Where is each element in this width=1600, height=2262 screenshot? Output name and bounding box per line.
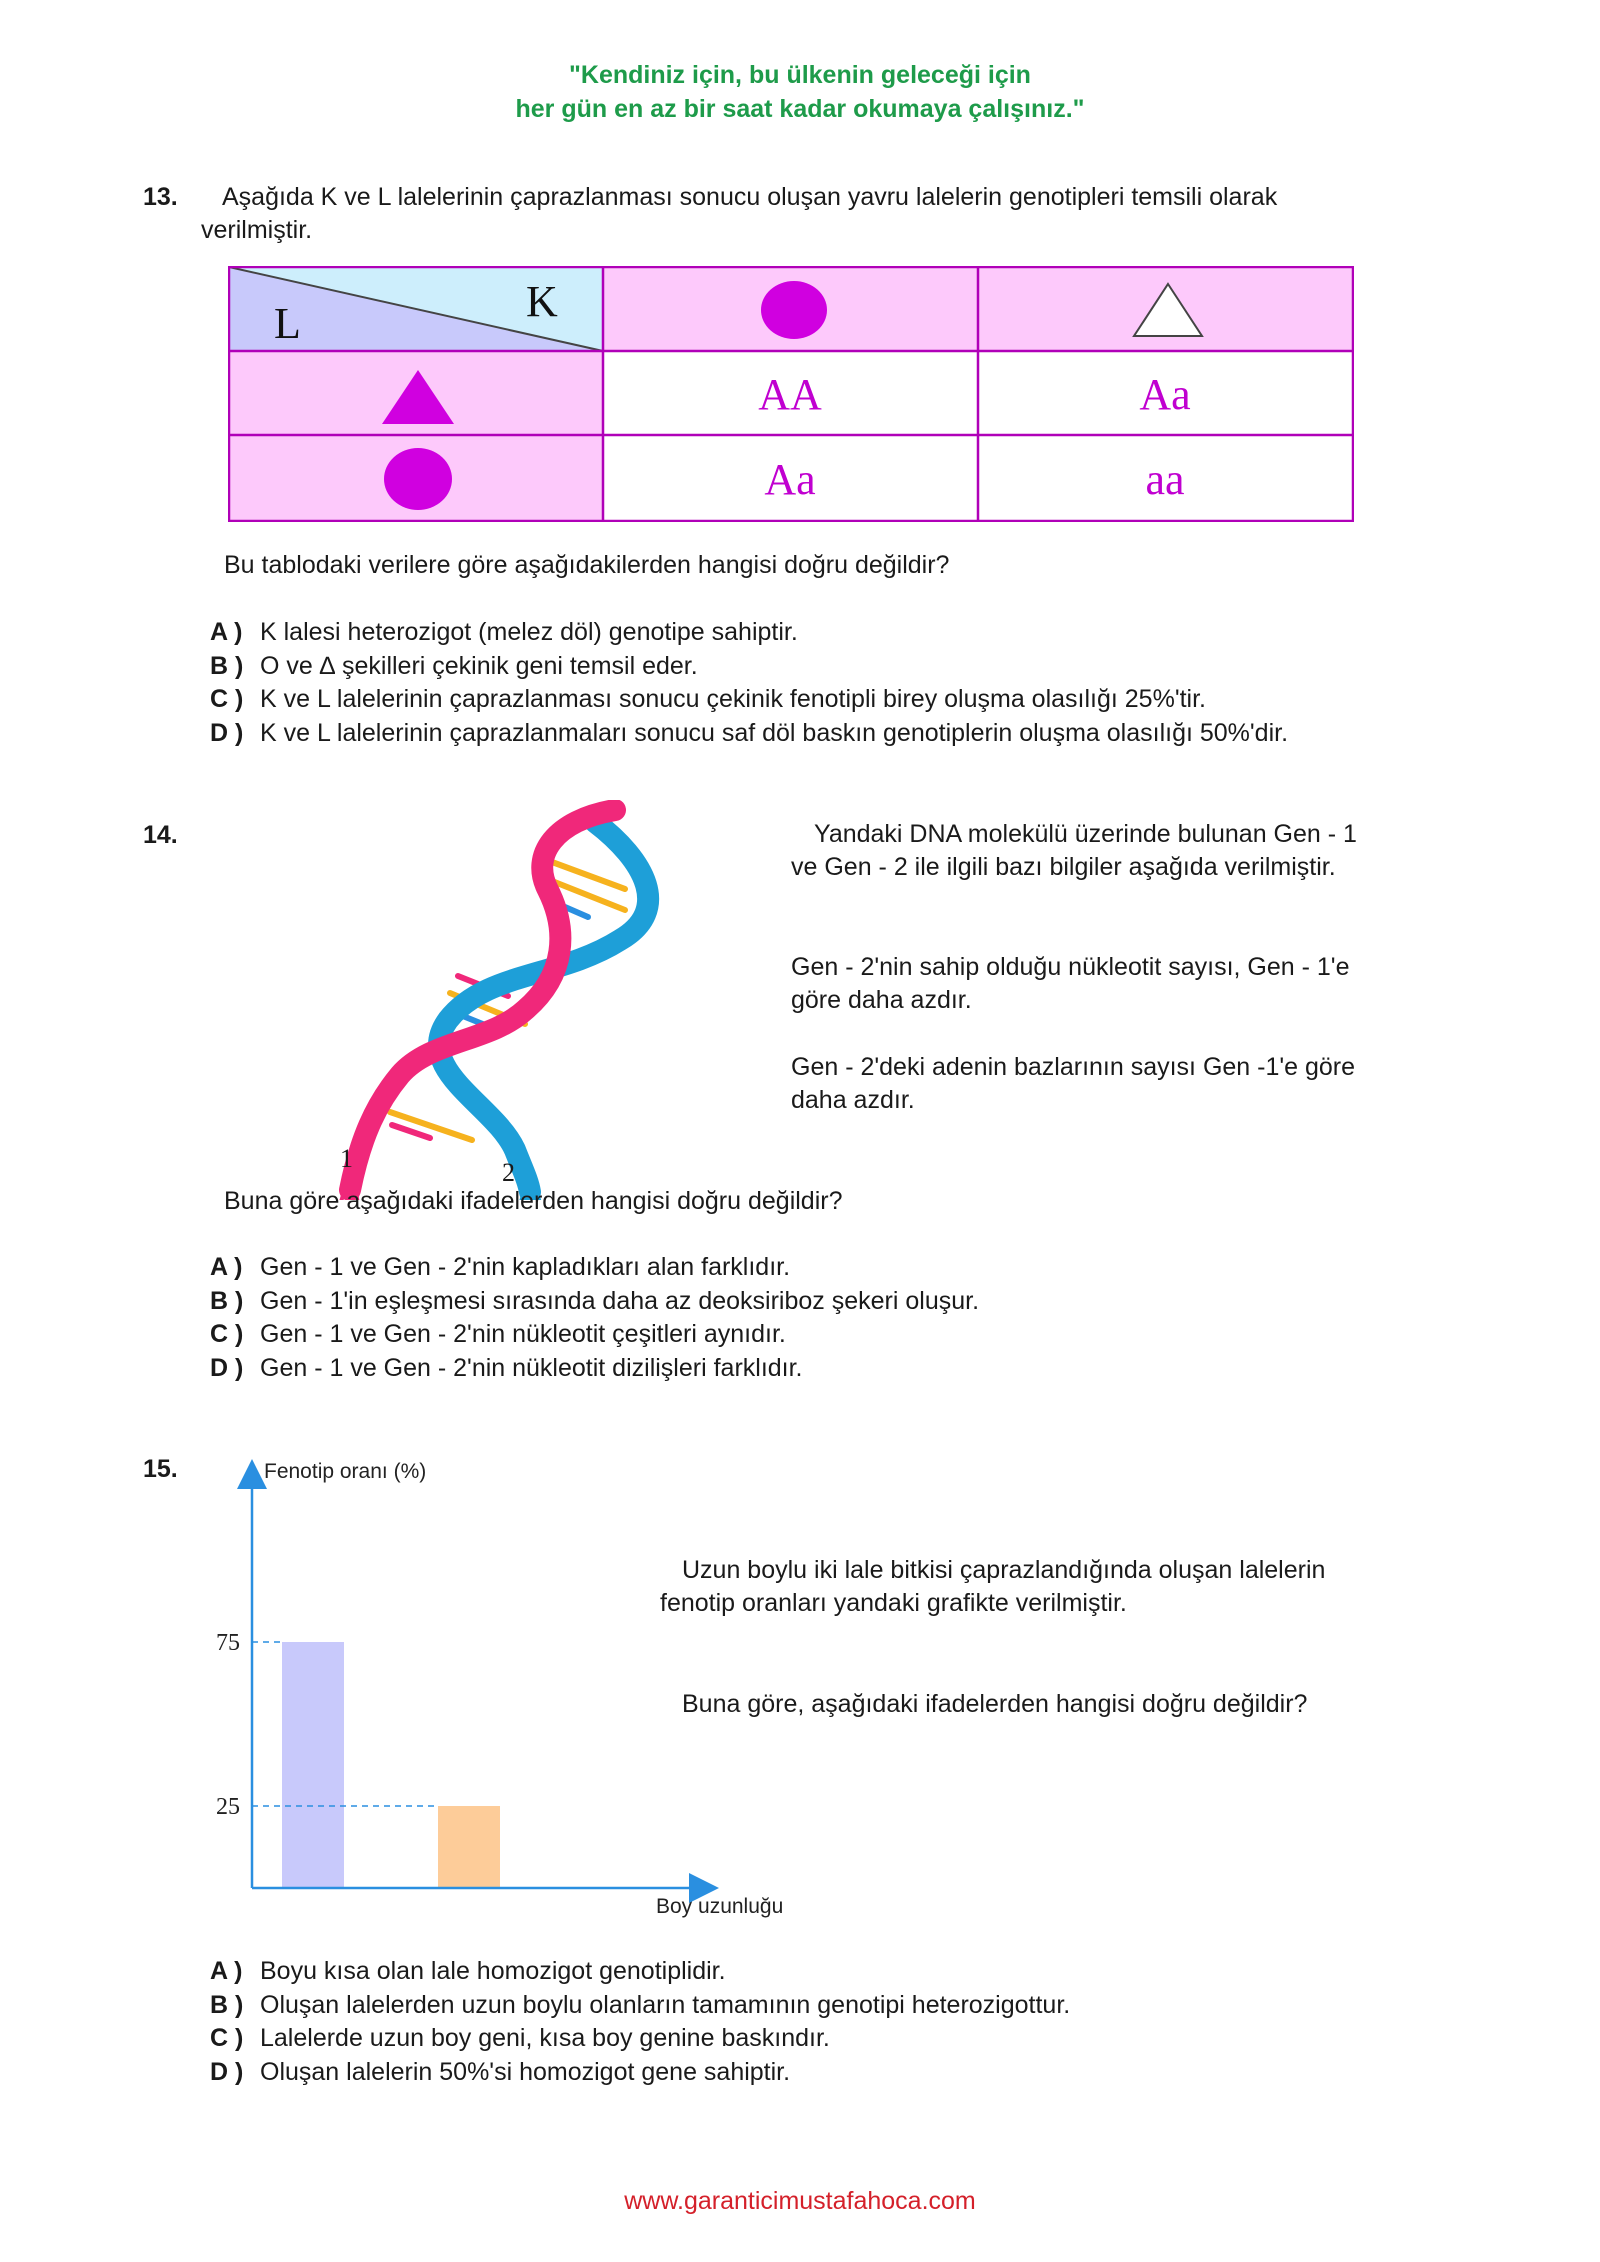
option-c[interactable]: C ) K ve L lalelerinin çaprazlanması sonucu çekinik fenotipli birey oluşma olasılığı 25%'tir. <box>210 685 1206 713</box>
question-14-intro-line-1: Yandaki DNA molekülü üzerinde bulunan Gen - 1 <box>814 820 1357 848</box>
option-c[interactable]: C ) Lalelerde uzun boy geni, kısa boy genine baskındır. <box>210 2024 830 2052</box>
question-13-stem-line-2: verilmiştir. <box>201 216 313 244</box>
chart-bar-2 <box>438 1806 500 1888</box>
dna-illustration <box>320 800 700 1200</box>
question-15-number: 15. <box>143 1455 178 1483</box>
question-14-prompt: Buna göre aşağıdaki ifadelerden hangisi doğru değildir? <box>224 1187 843 1215</box>
question-15-options <box>210 1955 1070 2089</box>
option-a[interactable]: A ) Gen - 1 ve Gen - 2'nin kapladıkları alan farklıdır. <box>210 1253 791 1281</box>
punnett-corner-cell <box>229 267 603 351</box>
motto-line-1: "Kendiniz için, bu ülkenin geleceği için <box>569 61 1031 89</box>
option-d[interactable]: D ) K ve L lalelerinin çaprazlanmaları sonucu saf döl baskın genotiplerin oluşma olasılığı 50%'dir. <box>210 718 1289 747</box>
question-14-intro-line-2: ve Gen - 2 ile ilgili bazı bilgiler aşağıda verilmiştir. <box>791 853 1336 881</box>
chart-y-axis-label: Fenotip oranı (%) <box>264 1460 427 1483</box>
question-13-stem-line-1: Aşağıda K ve L lalelerinin çaprazlanması sonucu oluşan yavru lalelerin genotipleri temsili olarak <box>222 183 1278 211</box>
genotype-aa-hetero-2: Aa <box>764 455 816 504</box>
question-14-fact-1-line-1: Gen - 2'nin sahip olduğu nükleotit sayısı, Gen - 1'e <box>791 953 1350 981</box>
option-d[interactable]: D ) Gen - 1 ve Gen - 2'nin nükleotit dizilişleri farklıdır. <box>210 1353 803 1382</box>
corner-label-k: K <box>526 277 558 326</box>
option-a[interactable]: A ) Boyu kısa olan lale homozigot genotiplidir. <box>210 1957 726 1985</box>
punnett-square <box>228 266 1354 522</box>
question-13-options <box>210 616 1288 750</box>
corner-label-l: L <box>274 299 301 348</box>
option-a[interactable]: A ) K lalesi heterozigot (melez döl) genotipe sahiptir. <box>210 618 798 646</box>
question-14-options <box>210 1251 979 1385</box>
option-b[interactable]: B ) O ve ∆ şekilleri çekinik geni temsil eder. <box>210 651 698 680</box>
genotype-aa-dominant: AA <box>758 370 822 419</box>
motto <box>0 58 1600 126</box>
chart-x-axis-label: Boy uzunluğu <box>656 1895 784 1918</box>
option-b[interactable]: B ) Gen - 1'in eşleşmesi sırasında daha az deoksiriboz şekeri oluşur. <box>210 1286 980 1315</box>
chart-y-tick-label: 75 <box>216 1630 240 1656</box>
question-13-prompt: Bu tablodaki verilere göre aşağıdakilerden hangisi doğru değildir? <box>224 551 950 579</box>
option-d[interactable]: D ) Oluşan lalelerin 50%'si homozigot gene sahiptir. <box>210 2057 791 2086</box>
footer-website-link[interactable]: www.garanticimustafahoca.com <box>624 2187 976 2215</box>
question-15-intro-line-1: Uzun boylu iki lale bitkisi çaprazlandığında oluşan lalelerin <box>682 1556 1326 1584</box>
dna-base-pairs <box>390 862 625 1140</box>
question-14-fact-1-line-2: göre daha azdır. <box>791 986 972 1014</box>
question-15-prompt: Buna göre, aşağıdaki ifadelerden hangisi doğru değildir? <box>682 1690 1308 1718</box>
chart-bar-1 <box>282 1642 344 1888</box>
option-b[interactable]: B ) Oluşan lalelerden uzun boylu olanların tamamının genotipi heterozigottur. <box>210 1990 1071 2019</box>
question-13-number: 13. <box>143 183 178 211</box>
question-14-fact-2-line-2: daha azdır. <box>791 1086 915 1114</box>
question-14-fact-2-line-1: Gen - 2'deki adenin bazlarının sayısı Gen -1'e göre <box>791 1053 1356 1081</box>
option-c[interactable]: C ) Gen - 1 ve Gen - 2'nin nükleotit çeşitleri aynıdır. <box>210 1320 786 1348</box>
motto-line-2: her gün en az bir saat kadar okumaya çalışınız." <box>515 95 1085 123</box>
dna-label-2: 2 <box>502 1158 515 1187</box>
genotype-aa-recessive: aa <box>1145 455 1185 504</box>
filled-circle-icon <box>384 448 452 510</box>
chart-y-tick-label: 25 <box>216 1794 240 1820</box>
filled-circle-icon <box>761 281 827 339</box>
question-15-intro-line-2: fenotip oranları yandaki grafikte verilmiştir. <box>660 1589 1127 1617</box>
dna-label-1: 1 <box>340 1144 353 1173</box>
genotype-aa-hetero-1: Aa <box>1139 370 1191 419</box>
question-14-number: 14. <box>143 821 178 849</box>
